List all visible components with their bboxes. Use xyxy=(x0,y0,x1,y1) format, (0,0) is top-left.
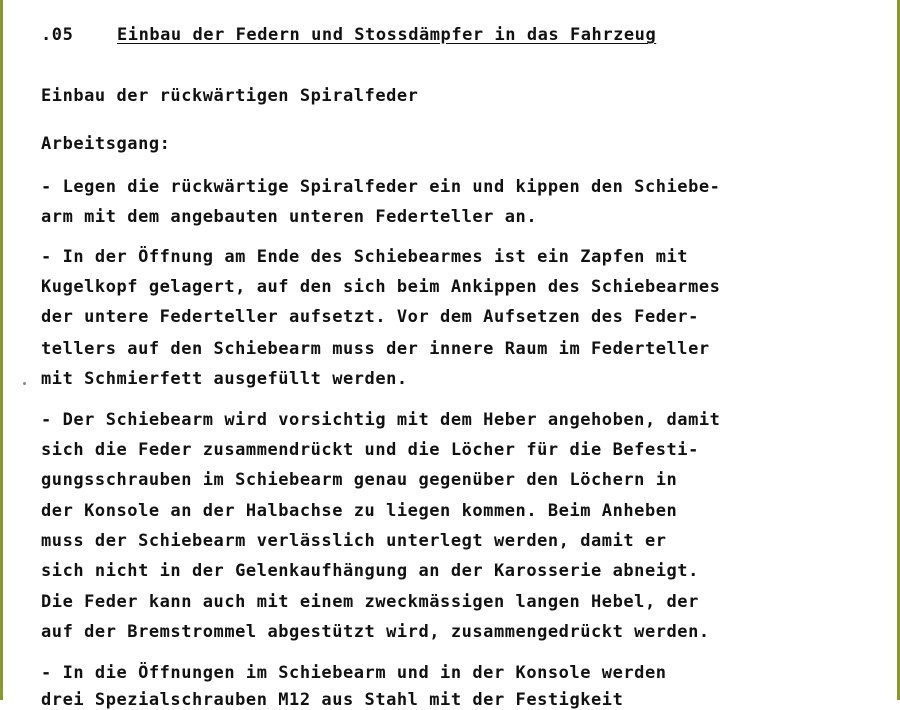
paragraph-line: der Konsole an der Halbachse zu liegen kommen. Beim Anheben xyxy=(41,501,678,521)
paragraph-line: Die Feder kann auch mit einem zweckmässigen langen Hebel, der xyxy=(41,592,699,612)
paragraph-line: auf der Bremstrommel abgestützt wird, zusammengedrückt werden. xyxy=(41,622,710,642)
paragraph-line: mit Schmierfett ausgefüllt werden. xyxy=(41,369,408,389)
paragraph-line: Kugelkopf gelagert, auf den sich beim Ankippen des Schiebearmes xyxy=(41,277,721,297)
paragraph-line: gungsschrauben im Schiebearm genau gegenüber den Löchern in xyxy=(41,470,678,490)
paragraph-line: sich die Feder zusammendrückt und die Löcher für die Befesti- xyxy=(41,440,699,460)
paragraph-line: der untere Federteller aufsetzt. Vor dem Aufsetzen des Feder- xyxy=(41,307,699,327)
subtitle: Einbau der rückwärtigen Spiralfeder xyxy=(41,86,419,106)
section-number: .05 xyxy=(41,25,74,45)
procedure-label: Arbeitsgang: xyxy=(41,134,171,154)
paragraph-line: muss der Schiebearm verlässlich unterlegt werden, damit er xyxy=(41,531,667,551)
paragraph-line: - Der Schiebearm wird vorsichtig mit dem Heber angehoben, damit xyxy=(41,410,721,430)
paragraph-line: - Legen die rückwärtige Spiralfeder ein und kippen den Schiebe- xyxy=(41,177,721,197)
section-title: Einbau der Federn und Stossdämpfer in das Fahrzeug xyxy=(117,25,657,45)
scan-speck xyxy=(23,382,26,385)
paragraph-line: tellers auf den Schiebearm muss der innere Raum im Federteller xyxy=(41,339,710,359)
paragraph-line: - In der Öffnung am Ende des Schiebearmes ist ein Zapfen mit xyxy=(41,247,689,267)
paragraph-line: drei Spezialschrauben M12 aus Stahl mit der Festigkeit xyxy=(41,690,624,710)
paragraph-line: - In die Öffnungen im Schiebearm und in der Konsole werden xyxy=(41,663,667,683)
paragraph-line: arm mit dem angebauten unteren Federteller an. xyxy=(41,207,538,227)
paragraph-line: sich nicht in der Gelenkaufhängung an der Karosserie abneigt. xyxy=(41,561,699,581)
